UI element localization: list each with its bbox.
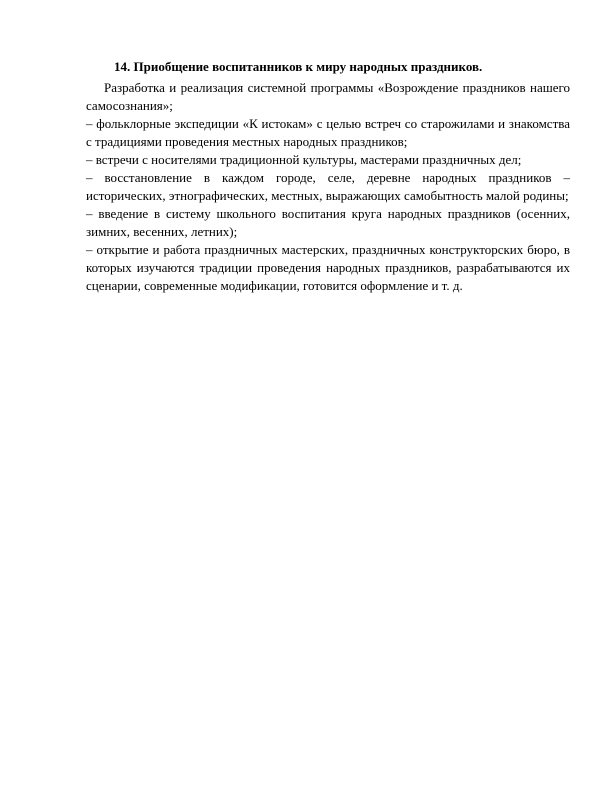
list-item-workshops: – открытие и работа праздничных мастерских, праздничных конструкторских бюро, в которых изучаются традиции проведения народных праздников, разрабатываются их сценарии, современные модификации, готовится оформление и т. д. (86, 242, 570, 293)
intro-paragraph: Разработка и реализация системной программы «Возрождение праздников нашего самосознания»; (86, 80, 570, 113)
document-body (86, 58, 570, 295)
section-heading: 14. Приобщение воспитанников к миру народных праздников. (114, 59, 483, 74)
list-item-meetings: – встречи с носителями традиционной культуры, мастерами праздничных дел; (86, 152, 522, 167)
list-item-restoration: – восстановление в каждом городе, селе, деревне народных праздников – исторических, этнографических, местных, выражающих самобытность малой родины; (86, 170, 570, 203)
list-item-folklore-expeditions: – фольклорные экспедиции «К истокам» с целью встреч со старожилами и знакомства с традициями проведения местных народных праздников; (86, 116, 570, 149)
list-item-school-education: – введение в систему школьного воспитания круга народных праздников (осенних, зимних, весенних, летних); (86, 206, 570, 239)
